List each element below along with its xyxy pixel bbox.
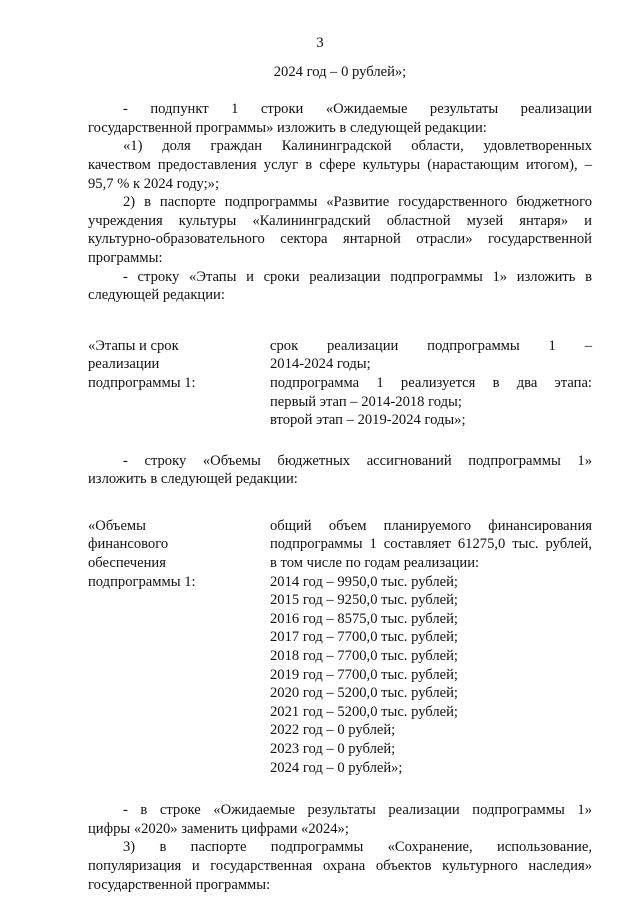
paragraph-line: государственной программы» изложить в следующей редакции: — [88, 119, 487, 136]
paragraph-line: 95,7 % к 2024 году;»; — [88, 175, 220, 192]
paragraph-line: 2) в паспорте подпрограммы «Развитие государственного бюджетного — [123, 194, 592, 211]
table-value-line: подпрограммы 1 составляет 61275,0 тыс. рублей, — [270, 536, 592, 553]
table-label-line: подпрограммы 1: — [88, 573, 196, 590]
document-body — [88, 63, 592, 894]
top-line: 2024 год – 0 рублей»; — [273, 64, 407, 80]
table-label-line: подпрограммы 1: — [88, 374, 196, 391]
paragraph-expected-results — [88, 801, 592, 838]
paragraph-quote-share — [88, 137, 592, 193]
table-value-line: 2017 год – 7700,0 тыс. рублей; — [270, 629, 458, 646]
table-value-line: 2021 год – 5200,0 тыс. рублей; — [270, 703, 458, 720]
table-value-line: 2024 год – 0 рублей»; — [270, 759, 403, 776]
page-number: 3 — [316, 35, 324, 51]
table-value-line: общий объем планируемого финансирования — [270, 517, 592, 534]
budget-table — [88, 517, 592, 777]
budget-table-value — [270, 517, 592, 777]
paragraph-heritage-passport — [88, 838, 592, 894]
table-value-line: первый этап – 2014-2018 годы; — [270, 393, 462, 410]
paragraph-line: культурно-образовательного сектора янтарной отрасли» государственной — [88, 231, 592, 248]
table-value-line: в том числе по годам реализации: — [270, 555, 480, 572]
table-value-line: 2020 год – 5200,0 тыс. рублей; — [270, 685, 458, 702]
stages-table-value — [270, 337, 592, 430]
paragraph-line: изложить в следующей редакции: — [88, 471, 298, 488]
paragraph-stages-row — [88, 268, 592, 305]
table-value-line: 2014-2024 годы; — [270, 356, 371, 373]
paragraph-line: - строку «Этапы и сроки реализации подпрограммы 1» изложить в — [123, 268, 592, 285]
stages-table-label — [88, 337, 270, 430]
paragraph-subitem-results — [88, 100, 592, 137]
table-label-line: финансового — [88, 536, 169, 553]
paragraph-line: государственной программы: — [88, 876, 271, 893]
paragraph-line: - строку «Объемы бюджетных ассигнований подпрограммы 1» — [123, 452, 592, 469]
table-label-line: обеспечения — [88, 555, 166, 572]
table-value-line: 2014 год – 9950,0 тыс. рублей; — [270, 573, 458, 590]
table-value-line: 2023 год – 0 рублей; — [270, 741, 396, 757]
paragraph-line: программы: — [88, 249, 163, 266]
table-value-line: 2022 год – 0 рублей; — [270, 722, 396, 739]
budget-table-label — [88, 517, 270, 777]
paragraph-line: следующей редакции: — [88, 287, 225, 304]
table-value-line: второй этап – 2019-2024 годы»; — [270, 412, 466, 429]
table-value-line: подпрограмма 1 реализуется в два этапа: — [270, 374, 592, 391]
paragraph-line: качеством предоставления услуг в сфере культуры (нарастающим итогом), – — [88, 156, 592, 173]
table-label-line: «Этапы и срок — [88, 337, 179, 354]
paragraph-line: «1) доля граждан Калининградской области, удовлетворенных — [123, 138, 592, 155]
paragraph-line: цифры «2020» заменить цифрами «2024»; — [88, 820, 349, 837]
paragraph-line: учреждения культуры «Калининградский областной музей янтаря» и — [88, 212, 592, 229]
paragraph-line: - подпункт 1 строки «Ожидаемые результаты реализации — [123, 101, 592, 118]
paragraph-budget-row — [88, 452, 592, 489]
table-label-line: реализации — [88, 356, 160, 373]
paragraph-line: 3) в паспорте подпрограммы «Сохранение, использование, — [123, 839, 592, 856]
stages-table — [88, 337, 592, 430]
paragraph-line: популяризация и государственная охрана объектов культурного наследия» — [88, 857, 592, 874]
table-value-line: срок реализации подпрограммы 1 – — [270, 337, 592, 354]
table-value-line: 2016 год – 8575,0 тыс. рублей; — [270, 610, 458, 627]
paragraph-line: - в строке «Ожидаемые результаты реализации подпрограммы 1» — [123, 802, 592, 819]
paragraph-passport-subprogram — [88, 193, 592, 267]
table-value-line: 2018 год – 7700,0 тыс. рублей; — [270, 648, 458, 665]
table-value-line: 2019 год – 7700,0 тыс. рублей; — [270, 666, 458, 683]
table-label-line: «Объемы — [88, 517, 146, 534]
table-value-line: 2015 год – 9250,0 тыс. рублей; — [270, 592, 458, 609]
